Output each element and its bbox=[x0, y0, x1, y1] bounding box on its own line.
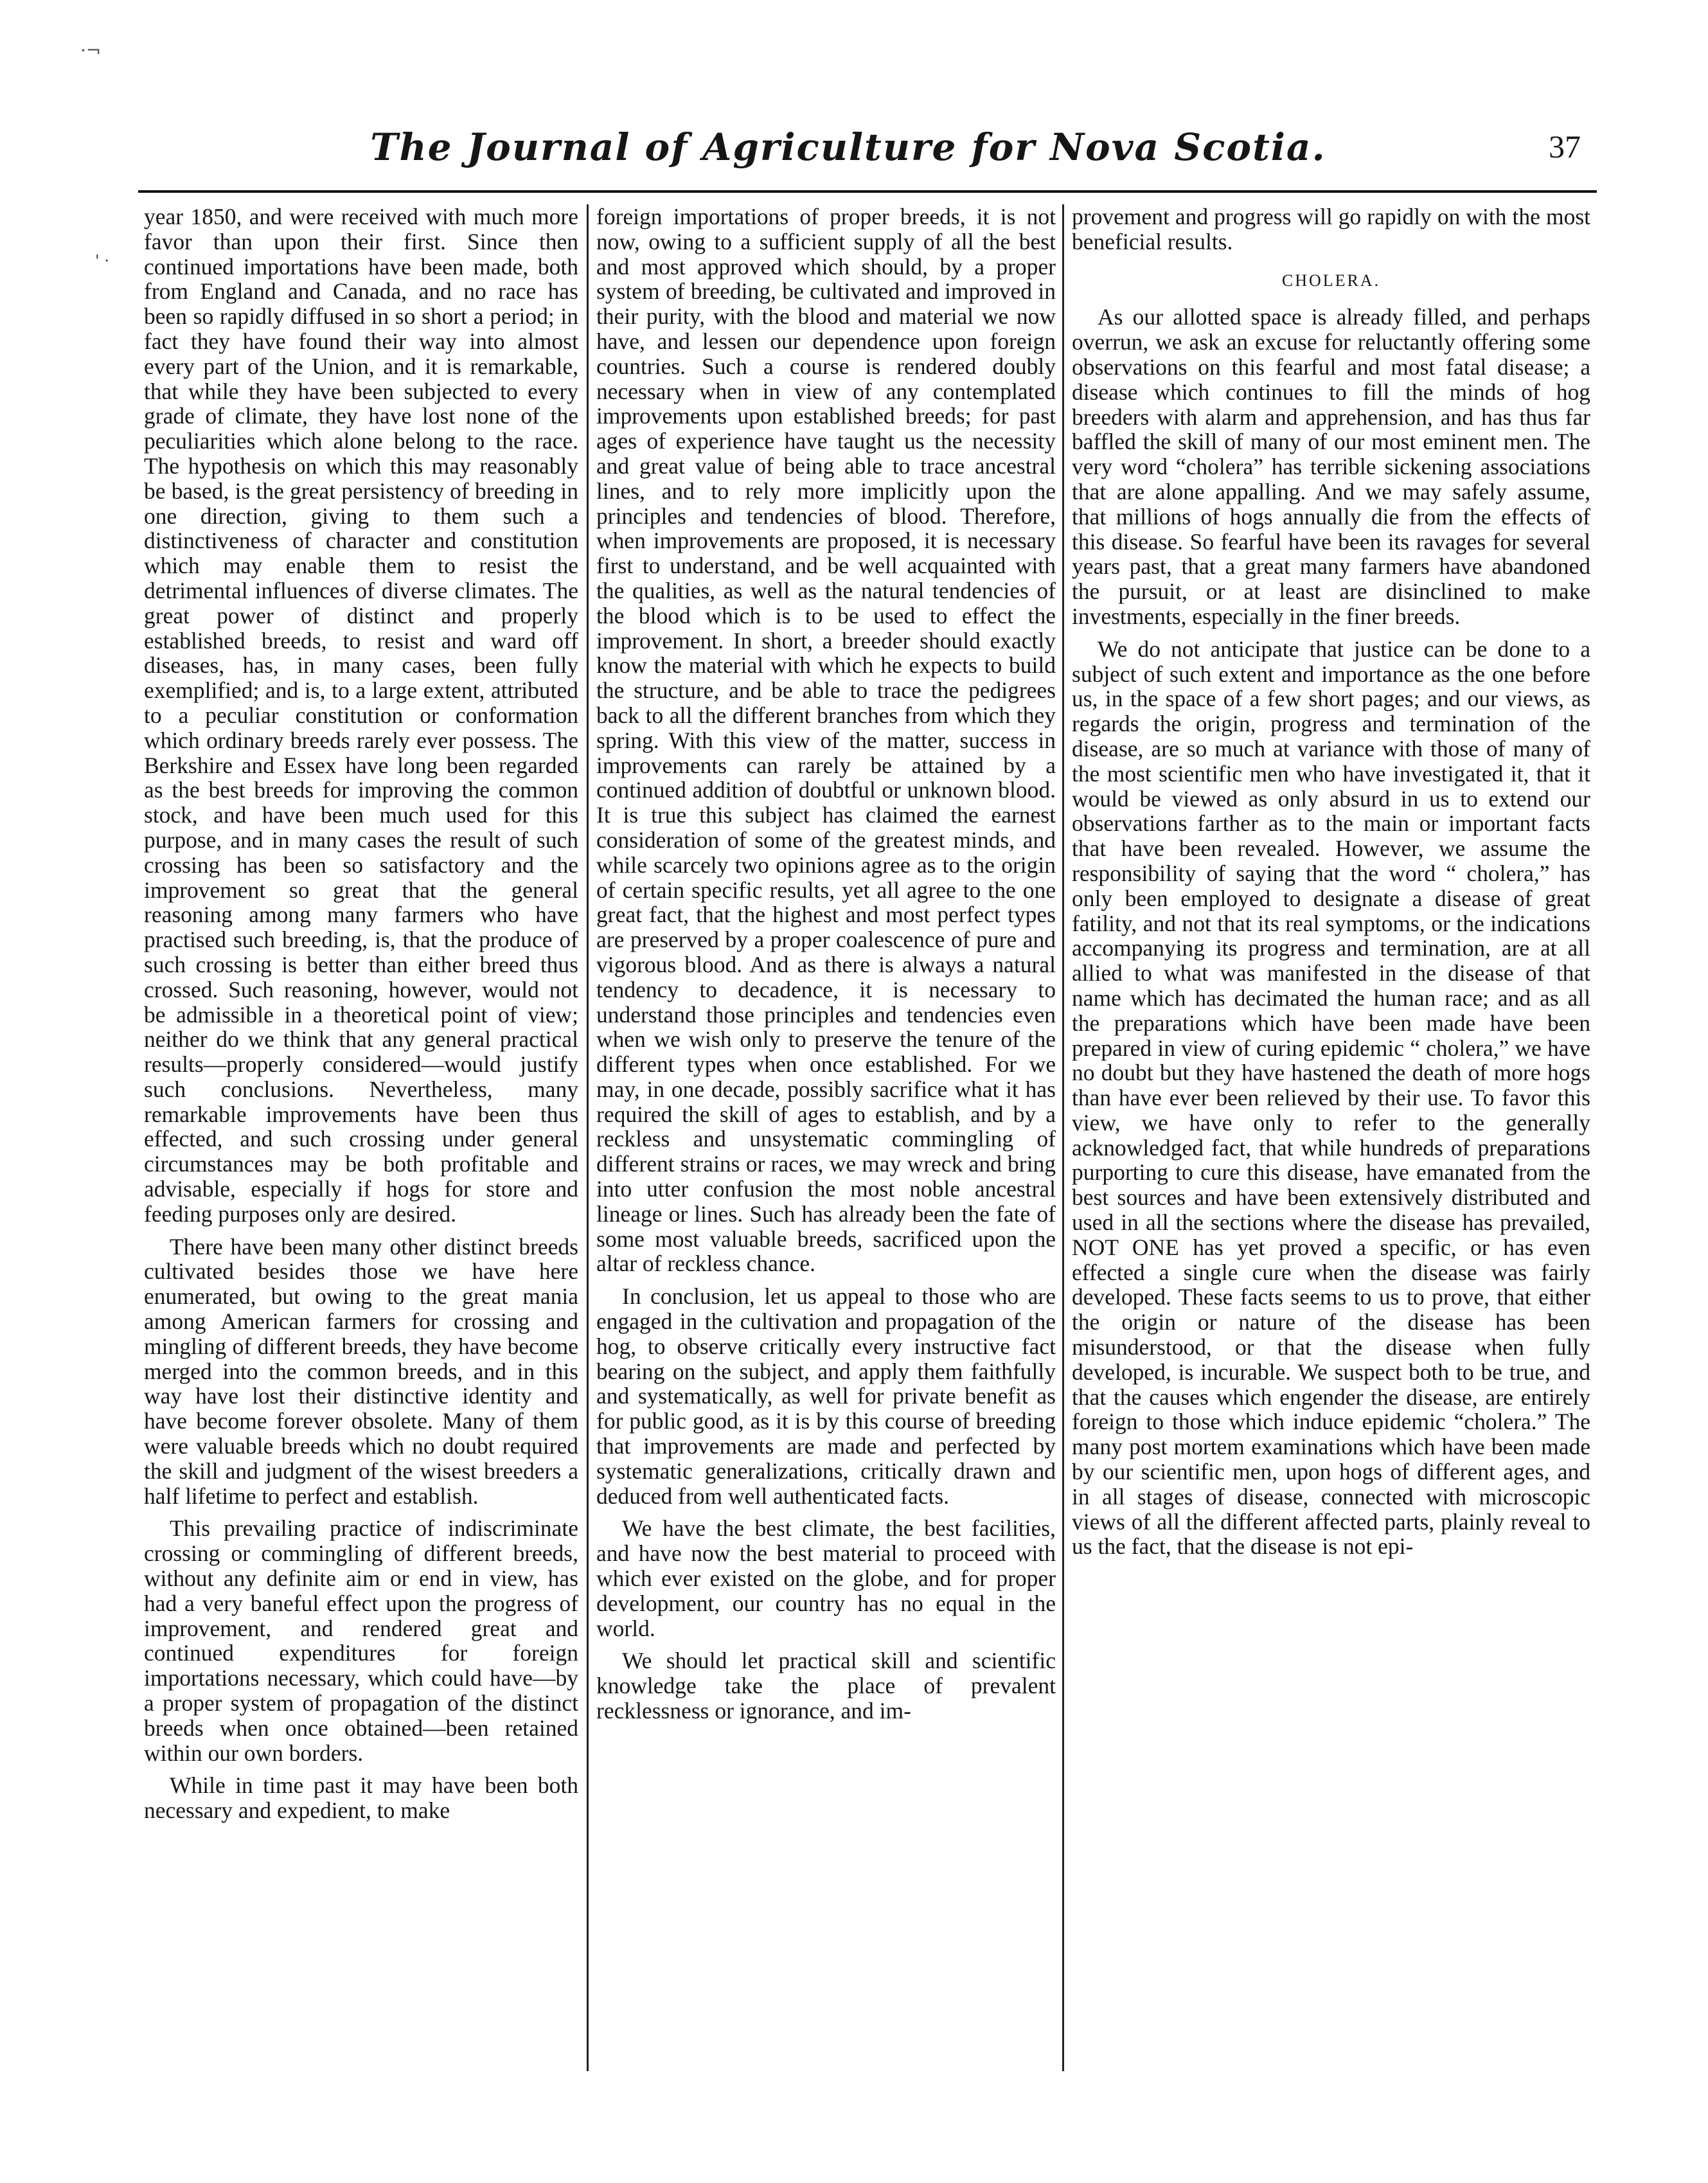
stray-mark-top: ·¬ bbox=[80, 40, 102, 61]
text-column-3 bbox=[1072, 204, 1590, 2068]
paragraph: We have the best climate, the best facilities, and have now the best material to proceed with which ever existed on the globe, and for proper development, our country has no equal in the world. bbox=[596, 1515, 1056, 1641]
paragraph: In conclusion, let us appeal to those who are engaged in the cultivation and propagation of the hog, to observe critically every instructive fact bearing on the subject, and apply them faithfully and systematically, as well for private benefit as for public good, as it is by this course of breeding that improvements are made and perfected by systematic generalizations, critically drawn and deduced from well authenticated facts. bbox=[596, 1283, 1056, 1509]
column-divider-2 bbox=[1062, 204, 1064, 2071]
column-divider-1 bbox=[587, 204, 589, 2071]
text-column-2 bbox=[596, 204, 1056, 2068]
page-number: 37 bbox=[1549, 129, 1581, 165]
paragraph: foreign importations of proper breeds, it is not now, owing to a sufficient supply of all the best and most approved which should, by a proper system of breeding, be cultivated and improved in their purity, with the blood and material we now have, and lessen our dependence upon foreign countries. Such a course is rendered doubly necessary when in view of any contemplated improvements upon established breeds; for past ages of experience have taught us the necessity and great value of being able to trace ancestral lines, and to rely more implicitly upon the principles and tendencies of blood. Therefore, when improvements are proposed, it is necessary first to understand, and be well acquainted with the qualities, as well as the natural tendencies of the blood which is to be used to effect the improvement. In short, a breeder should exactly know the material with which he expects to build the structure, and be able to trace the pedigrees back to all the different branches from which they spring. With this view of the matter, success in improvements can rarely be attained by a continued addition of doubtful or unknown blood. It is true this subject has claimed the earnest consideration of some of the greatest minds, and while scarcely two opinions agree as to the origin of certain specific results, yet all agree to the one great fact, that the highest and most perfect types are preserved by a proper coalescence of pure and vigorous blood. And as there is always a natural tendency to decadence, it is necessary to understand those principles and tendencies even when we wish only to preserve the tenure of the different types when once established. For we may, in one decade, possibly sacrifice what it has required the skill of ages to establish, and by a reckless and unsystematic commingling of different strains or races, we may wreck and bring into utter confusion the most noble ancestral lineage or lines. Such has already been the fate of some most valuable breeds, sacrificed upon the altar of reckless chance. bbox=[596, 204, 1056, 1277]
paragraph: As our allotted space is already filled, and perhaps overrun, we ask an excuse for reluctantly offering some observations on this fearful and most fatal disease; a disease which continues to fill the minds of hog breeders with alarm and apprehension, and has thus far baffled the skill of many of our most eminent men. The very word “cholera” has terrible sickening associations that are alone appalling. And we may safely assume, that millions of hogs annually die from the effects of this disease. So fearful have been its ravages for several years past, that a great many farmers have abandoned the pursuit, or at least are disinclined to make investments, especially in the finer breeds. bbox=[1072, 304, 1590, 629]
text-column-1 bbox=[144, 204, 578, 2068]
journal-title: The Journal of Agriculture for Nova Scotia. bbox=[370, 125, 1326, 169]
paragraph: year 1850, and were received with much more favor than upon their first. Since then continued importations have been made, both from England and Canada, and no race has been so rapidly diffused in so short a period; in fact they have found their way into almost every part of the Union, and it is remarkable, that while they have been subjected to every grade of climate, they have lost none of the peculiarities which alone belong to the race. The hypothesis on which this may reasonably be based, is the great persistency of breeding in one direction, giving to them such a distinctiveness of character and constitution which may enable them to resist the detrimental influences of diverse climates. The great power of distinct and properly established breeds, to resist and ward off diseases, has, in many cases, been fully exemplified; and is, to a large extent, attributed to a peculiar constitution or conformation which ordinary breeds rarely ever possess. The Berkshire and Essex have long been regarded as the best breeds for improving the common stock, and have been much used for this purpose, and in many cases the result of such crossing has been so satisfactory and the improvement so great that the general reasoning among many farmers who have practised such breeding, is, that the produce of such crossing is better than either breed thus crossed. Such reasoning, however, would not be admissible in a theoretical point of view; neither do we think that any general practical results—properly considered—would justify such conclusions. Nevertheless, many remarkable improvements have been thus effected, and such crossing under general circumstances may be both profitable and advisable, especially if hogs for store and feeding purposes only are desired. bbox=[144, 204, 578, 1227]
paragraph: We should let practical skill and scientific knowledge take the place of prevalent recklessness or ignorance, and im- bbox=[596, 1648, 1056, 1724]
paragraph: There have been many other distinct breeds cultivated besides those we have here enumerated, but owing to the great mania among American farmers for crossing and mingling of different breeds, they have become merged into the common breeds, and in this way have lost their distinctive identity and have become forever obsolete. Many of them were valuable breeds which no doubt required the skill and judgment of the wisest breeders a half lifetime to perfect and establish. bbox=[144, 1233, 578, 1509]
header-rule bbox=[138, 190, 1597, 193]
section-heading-cholera: CHOLERA. bbox=[1281, 271, 1381, 290]
paragraph: This prevailing practice of indiscriminate crossing or commingling of different breeds, without any definite aim or end in view, has had a very baneful effect upon the progress of improvement, and rendered great and continued expenditures for foreign importations necessary, which could have—by a proper system of propagation of the distinct breeds when once obtained—been retained within our own borders. bbox=[144, 1515, 578, 1766]
paragraph: While in time past it may have been both necessary and expedient, to make bbox=[144, 1772, 578, 1824]
paragraph: We do not anticipate that justice can be done to a subject of such extent and importance as the one before us, in the space of a few short pages; and our views, as regards the origin, progress and termination of the disease, are so much at variance with those of many of the most scientific men who have investigated it, that it would be viewed as only absurd in us to extend our observations farther as to the main or important facts that have been revealed. However, we assume the responsibility of saying that the word “ cholera,” has only been employed to designate a disease of great fatility, and not that its real symptoms, or the indications accompanying its progress and termination, are at all allied to what was manifested in the disease of that name which has decimated the human race; and as all the preparations which have been made have been prepared in view of curing epidemic “ cholera,” we have no doubt but they have hastened the death of more hogs than have ever been relieved by their use. To favor this view, we have only to refer to the generally acknowledged fact, that while hundreds of preparations purporting to cure this disease, have emanated from the best sources and have been extensively distributed and used in all the sections where the disease has prevailed, NOT ONE has yet proved a specific, or has even effected a single cure when the disease was fairly developed. These facts seems to us to prove, that either the origin or nature of the disease has been misunderstood, or that the disease when fully developed, is incurable. We suspect both to be true, and that the causes which engender the disease, are entirely foreign to those which induce epidemic “cholera.” The many post mortem examinations which have been made by our scientific men, upon hogs of different ages, and in all stages of disease, connected with microscopic views of all the different affected parts, plainly reveal to us the fact, that the disease is not epi- bbox=[1072, 636, 1590, 1560]
running-header bbox=[103, 125, 1594, 183]
paragraph: provement and progress will go rapidly on with the most beneficial results. bbox=[1072, 204, 1590, 254]
stray-mark-margin: ' · bbox=[95, 252, 109, 270]
